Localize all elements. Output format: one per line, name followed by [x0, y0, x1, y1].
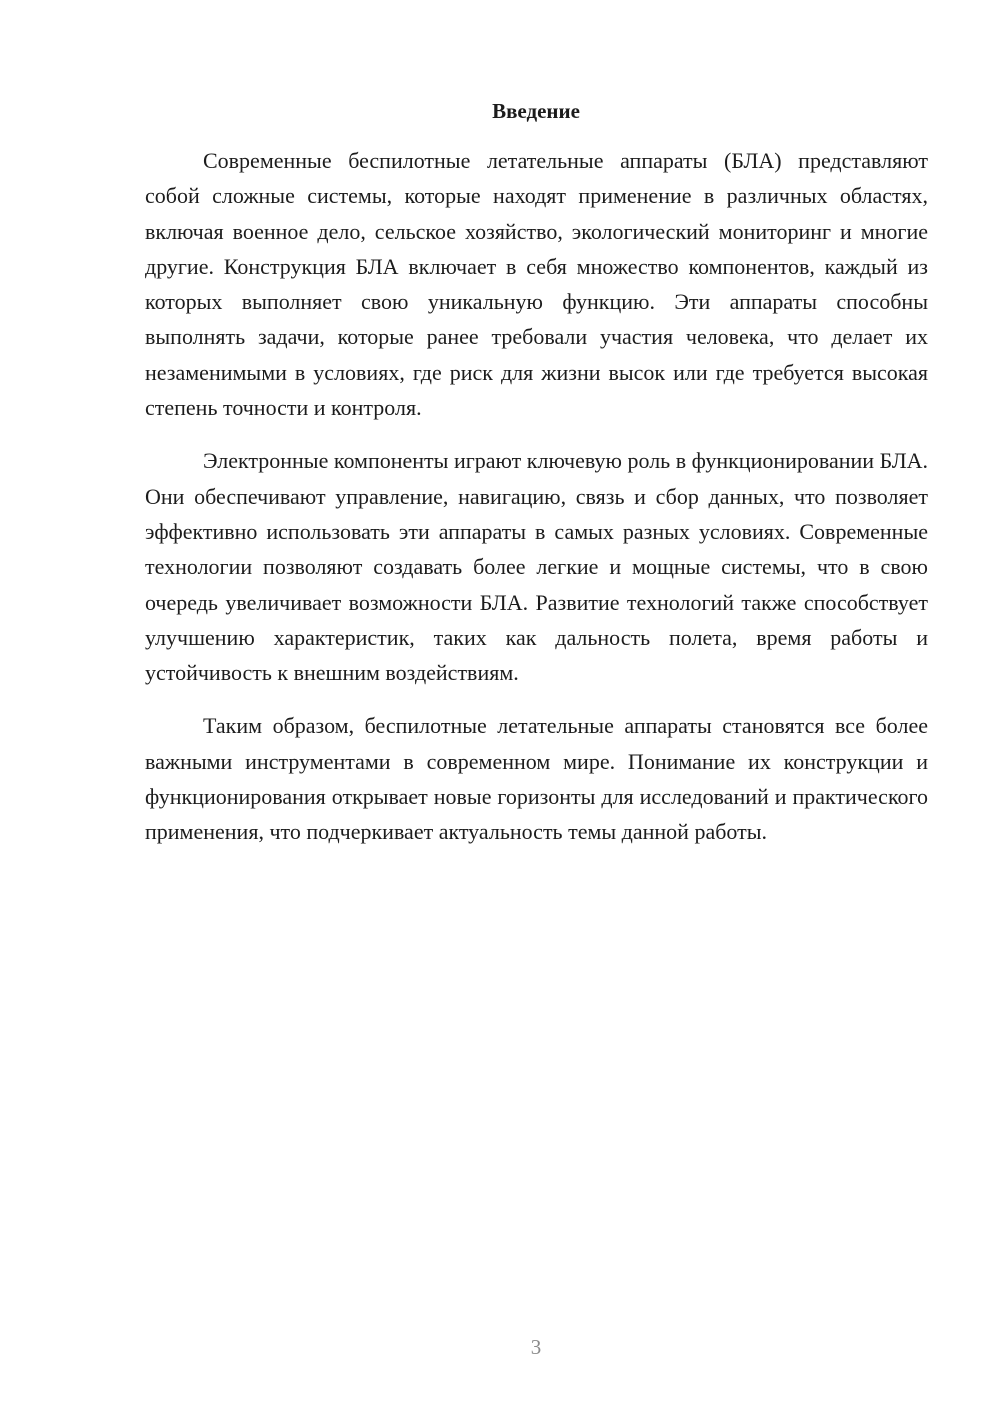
page-number: 3 — [530, 1335, 542, 1359]
paragraph-1: Современные беспилотные летательные аппараты (БЛА) представляют собой сложные системы, которые находят применение в различных областях, включая военное дело, сельское хозяйство, экологический мониторинг и многие другие. Конструкция БЛА включает в себя множество компонентов, каждый из которых выполняет свою уникальную функцию. Эти аппараты способны выполнять задачи, которые ранее требовали участия человека, что делает их незаменимыми в условиях, где риск для жизни высок или где требуется высокая степень точности и контроля. — [145, 148, 928, 421]
paragraph-3: Таким образом, беспилотные летательные аппараты становятся все более важными инструментами в современном мире. Понимание их конструкции и функционирования открывает новые горизонты для исследований и практического применения, что подчеркивает актуальность темы данной работы. — [145, 713, 928, 845]
section-heading: Введение — [492, 99, 580, 123]
paragraph-2: Электронные компоненты играют ключевую роль в функционировании БЛА. Они обеспечивают управление, навигацию, связь и сбор данных, что позволяет эффективно использовать эти аппараты в самых разных условиях. Современные технологии позволяют создавать более легкие и мощные системы, что в свою очередь увеличивает возможности БЛА. Развитие технологий также способствует улучшению характеристик, таких как дальность полета, время работы и устойчивость к внешним воздействиям. — [145, 448, 928, 686]
document-body — [145, 143, 928, 868]
